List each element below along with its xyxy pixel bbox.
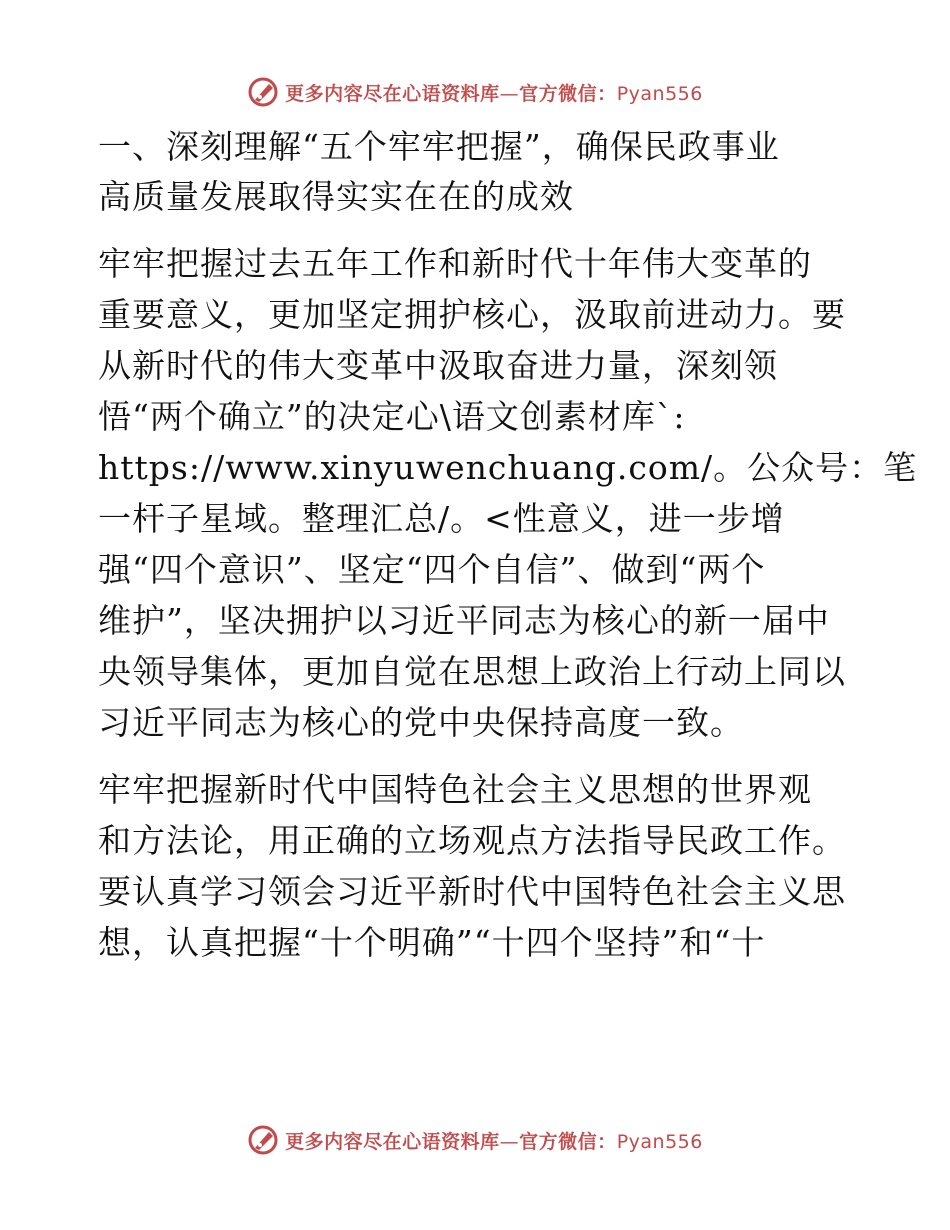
heading-line: 高质量发展取得实实在在的成效 (98, 177, 574, 216)
heading-line: 一、深刻理解“五个牢牢把握”，确保民政事业 (98, 127, 780, 166)
banner-contact-id: Pyan556 (616, 1130, 703, 1153)
banner-text (285, 1127, 703, 1154)
paragraph-1 (98, 238, 918, 748)
paragraph-line: 央领导集体，更加自觉在思想上政治上行动上同以 (98, 652, 846, 691)
section-heading (98, 122, 858, 222)
footer-watermark-banner (0, 1120, 950, 1160)
paragraph-line: 从新时代的伟大变革中汲取奋进力量，深刻领 (98, 346, 778, 385)
banner-dash: — (499, 1130, 520, 1153)
paragraph-line: 牢牢把握过去五年工作和新时代十年伟大变革的 (98, 244, 812, 283)
paragraph-line: 悟“两个确立”的决定心\语文创素材库`: (98, 397, 686, 436)
pen-nib-circle-icon (247, 76, 279, 108)
banner-contact-label: 官方微信： (519, 1130, 617, 1153)
paragraph-line: 牢牢把握新时代中国特色社会主义思想的世界观 (98, 770, 812, 809)
banner-contact-id: Pyan556 (616, 82, 703, 105)
paragraph-line: 重要意义，更加坚定拥护核心，汲取前进动力。要 (98, 295, 846, 334)
banner-contact-label: 官方微信： (519, 82, 617, 105)
header-watermark-banner (0, 72, 950, 112)
paragraph-line: 和方法论，用正确的立场观点方法指导民政工作。 (98, 821, 846, 860)
paragraph-line: 维护”，坚决拥护以习近平同志为核心的新一届中 (98, 601, 830, 640)
paragraph-line: 强“四个意识”、坚定“四个自信”、做到“两个 (98, 550, 766, 589)
paragraph-line: 要认真学习领会习近平新时代中国特色社会主义思 (98, 872, 846, 911)
paragraph-line: https://www.xinyuwenchuang.com/。公众号：笔 (98, 448, 918, 487)
banner-dash: — (499, 82, 520, 105)
document-body (98, 122, 918, 968)
paragraph-line: 习近平同志为核心的党中央保持高度一致。 (98, 703, 744, 742)
banner-title: 更多内容尽在心语资料库 (285, 82, 500, 105)
paragraph-2 (98, 764, 858, 968)
banner-text (285, 79, 703, 106)
paragraph-line: 想，认真把握“十个明确”“十四个坚持”和“十 (98, 923, 766, 962)
pen-nib-circle-icon (247, 1124, 279, 1156)
banner-title: 更多内容尽在心语资料库 (285, 1130, 500, 1153)
paragraph-line: 一杆子星域。整理汇总/。<性意义，进一步增 (98, 499, 785, 538)
